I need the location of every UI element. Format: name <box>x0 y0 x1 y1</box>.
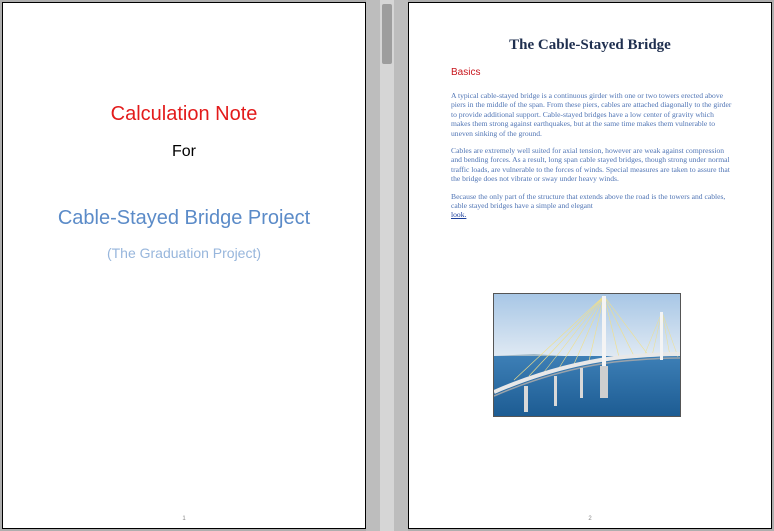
bridge-photo <box>493 293 681 417</box>
basics-heading: Basics <box>451 67 481 78</box>
project-subtitle: (The Graduation Project) <box>106 245 262 261</box>
calculation-note-title: Calculation Note <box>110 103 258 125</box>
look-link[interactable]: look. <box>451 210 467 220</box>
body-text <box>451 91 733 228</box>
paragraph-3 <box>451 192 733 220</box>
page-2-title: The Cable-Stayed Bridge <box>509 37 671 53</box>
bridge-photo-image <box>494 294 680 416</box>
page-number-1: 1 <box>182 516 186 522</box>
for-label: For <box>172 143 196 160</box>
vertical-scrollbar[interactable] <box>380 0 394 531</box>
page-gutter <box>366 0 408 531</box>
project-title: Cable-Stayed Bridge Project <box>57 207 311 229</box>
paragraph-1: A typical cable-stayed bridge is a continuous girder with one or two towers erected above piers in the middle of the span. From these piers, cables are attached diagonally to the girder to provide additional support. Cable-stayed bridges have a low center of gravity which makes them strong against earthquakes, but at the same time makes them vulnerable to uneven sinking of the ground. <box>451 91 732 138</box>
document-page-1 <box>2 2 366 529</box>
scrollbar-thumb[interactable] <box>382 4 392 64</box>
document-page-2 <box>408 2 772 529</box>
paragraph-3-text: Because the only part of the structure that extends above the road is the towers and cables, cable stayed bridges have a simple and elegant <box>451 191 726 211</box>
page-number-2: 2 <box>588 516 592 522</box>
paragraph-2: Cables are extremely well suited for axial tension, however are weak against compression and bending forces. As a result, long span cable stayed bridges, though strong under normal traffic loads, are vulnerable to the forces of winds. Special measures are taken to assure that the bridge does not vibrate or sway under heavy winds. <box>451 146 730 184</box>
